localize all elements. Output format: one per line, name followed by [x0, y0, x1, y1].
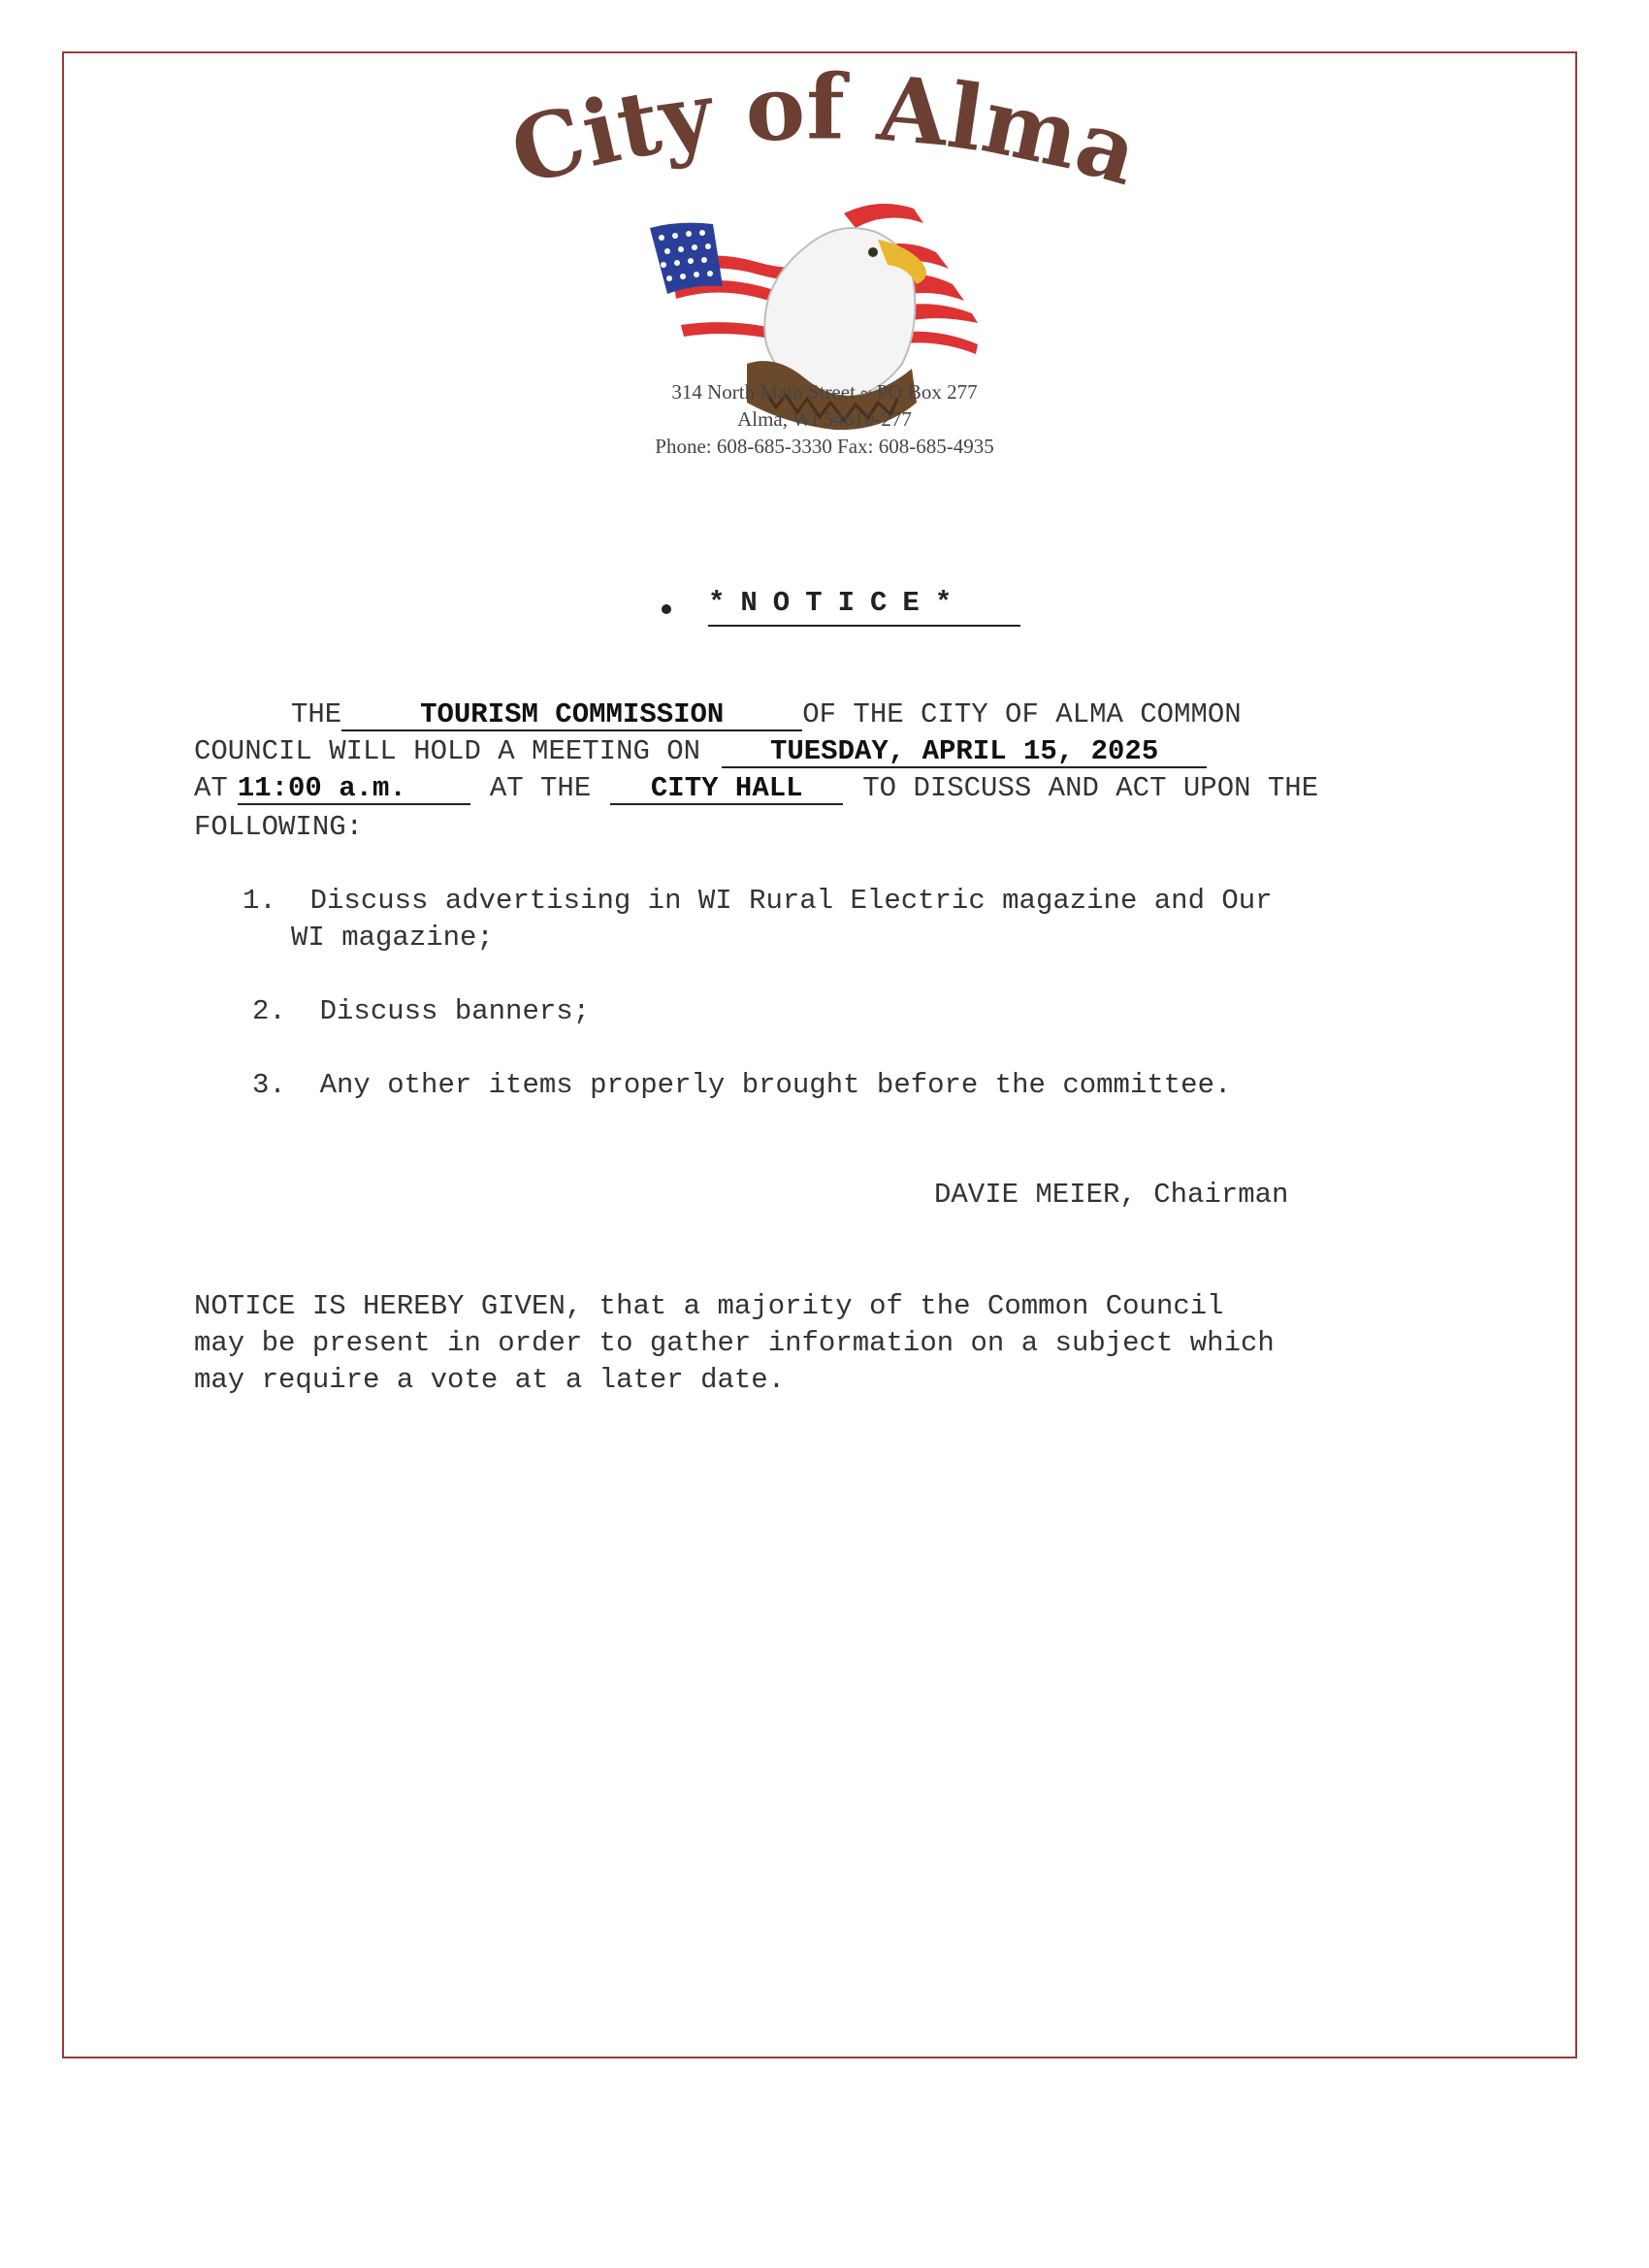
intro-the: THE	[291, 698, 342, 730]
intro-line-3	[194, 772, 1318, 805]
address-line-2: Alma, WI 54610-277	[737, 407, 912, 431]
intro-council-will: COUNCIL WILL HOLD A MEETING ON	[194, 735, 701, 767]
letterhead-address	[485, 378, 1164, 460]
city-name: City of Alma	[500, 58, 1149, 207]
agenda-item-text: Discuss banners;	[319, 995, 591, 1027]
notice-heading	[650, 587, 1038, 626]
city-logo	[485, 58, 1164, 388]
agenda-item-1	[242, 885, 1273, 917]
agenda-item-text: Any other items properly brought before the committee.	[319, 1069, 1232, 1101]
agenda-item-1-cont: WI magazine;	[291, 922, 494, 954]
body-name-field: TOURISM COMMISSION	[341, 700, 802, 731]
intro-line-4: FOLLOWING:	[194, 811, 364, 843]
footer-line-1: NOTICE IS HEREBY GIVEN, that a majority of the Common Council	[194, 1290, 1224, 1322]
intro-of-city: OF THE CITY OF ALMA COMMON	[802, 698, 1242, 730]
agenda-item-number: 2.	[252, 995, 286, 1027]
agenda-item-text: Discuss advertising in WI Rural Electric magazine and Our	[309, 885, 1273, 917]
intro-at: AT	[194, 772, 228, 804]
agenda-item-2	[252, 995, 590, 1027]
notice-title: *NOTICE*	[708, 587, 968, 619]
notice-underline	[708, 625, 1020, 627]
agenda-item-number: 1.	[242, 885, 276, 917]
address-line-3: Phone: 608-685-3330 Fax: 608-685-4935	[655, 435, 994, 458]
chairman-signature: DAVIE MEIER, Chairman	[934, 1179, 1289, 1211]
footer-line-3: may require a vote at a later date.	[194, 1364, 786, 1396]
bullet-icon	[662, 604, 671, 614]
footer-line-2: may be present in order to gather information on a subject which	[194, 1327, 1275, 1359]
intro-at-the: AT THE	[489, 772, 592, 804]
agenda-item-3	[252, 1069, 1231, 1101]
intro-line-2	[194, 735, 1207, 768]
agenda-item-number: 3.	[252, 1069, 286, 1101]
intro-line-1	[291, 698, 1242, 731]
meeting-location-field: CITY HALL	[610, 774, 843, 805]
intro-to-discuss: TO DISCUSS AND ACT UPON THE	[862, 772, 1319, 804]
meeting-date-field: TUESDAY, APRIL 15, 2025	[722, 737, 1207, 768]
address-line-1: 314 North Main Street ~ PO Box 277	[671, 380, 978, 404]
meeting-time-field: 11:00 a.m.	[238, 774, 470, 805]
